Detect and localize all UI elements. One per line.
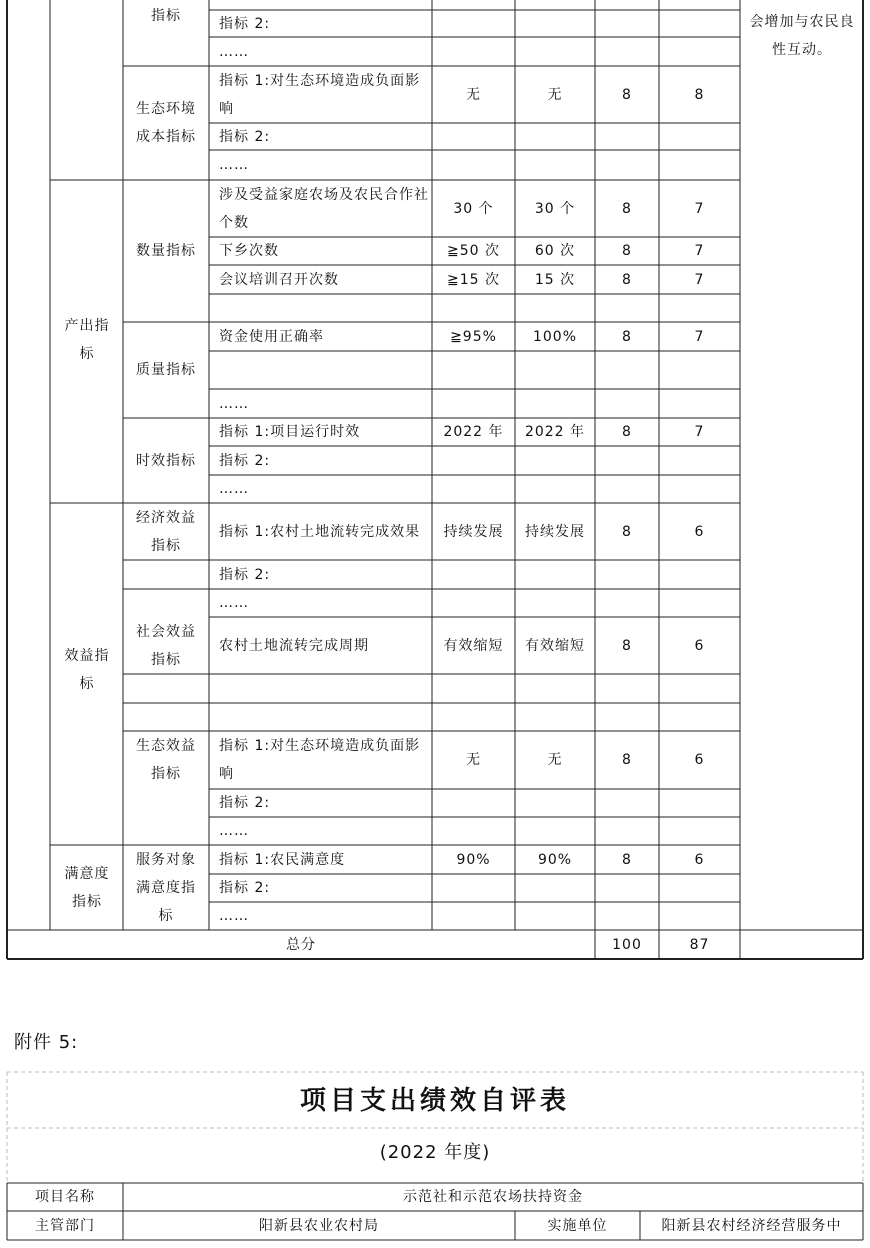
cell-service-label: 服务对象满意度指标: [136, 851, 196, 924]
cell-target: 无: [466, 752, 481, 768]
cell-satisfaction-label: 满意度指标: [64, 865, 110, 910]
cell-weight: 8: [622, 328, 632, 345]
cell-dots: ……: [219, 823, 249, 839]
cell-dots: ……: [219, 481, 249, 497]
cell-quantity-label: 数量指标: [136, 243, 196, 259]
cell-total-label: 总分: [286, 936, 316, 953]
cell-time-label: 时效指标: [136, 452, 196, 469]
cell-eco-env-indicator-1: 指标 1:对生态环境造成负面影响: [219, 72, 421, 117]
cell-weight: 8: [622, 851, 632, 868]
cell-score: 6: [694, 752, 705, 768]
cell-score: 7: [694, 424, 705, 440]
cell-actual: 100%: [532, 328, 578, 345]
cell-quantity-1: 涉及受益家庭农场及农民合作社个数: [219, 186, 429, 231]
cell-target: 无: [466, 86, 481, 103]
cell-score: 7: [694, 271, 705, 288]
cell-actual: 无: [547, 86, 563, 103]
cell-dots: ……: [219, 908, 249, 924]
cell-dots: ……: [219, 395, 249, 412]
cell-weight: 8: [622, 243, 632, 259]
cell-weight: 8: [622, 271, 632, 288]
cell-actual: 有效缩短: [525, 637, 585, 654]
cell-indicator-2: 指标 2:: [219, 566, 271, 583]
cell-score: 7: [694, 328, 705, 345]
cell-score: 6: [694, 637, 705, 654]
impl-label: 实施单位: [547, 1217, 608, 1234]
cell-dots: ……: [219, 157, 249, 173]
cell-actual: 2022 年: [524, 424, 586, 440]
cell-remark: 会增加与农民良性互动。: [749, 14, 855, 58]
cell-indicator-2: 指标 2:: [219, 128, 271, 145]
cell-satisfaction-1: 指标 1:农民满意度: [219, 851, 346, 868]
cell-weight: 8: [622, 752, 632, 768]
cell-social-1: 农村土地流转完成周期: [219, 637, 369, 654]
cell-actual: 持续发展: [525, 523, 585, 540]
cell-actual: 90%: [537, 851, 573, 868]
cell-target: ≧15 次: [447, 271, 500, 288]
page-title: 项目支出绩效自评表: [299, 1086, 570, 1116]
cell-score: 7: [694, 200, 705, 217]
project-name-label: 项目名称: [35, 1189, 95, 1205]
cell-econ-label: 经济效益指标: [136, 509, 196, 554]
cell-quality-1: 资金使用正确率: [219, 328, 324, 345]
cell-actual: 无: [547, 752, 563, 768]
cell-weight: 8: [622, 523, 632, 540]
cell-benefit-label: 效益指标: [64, 648, 110, 692]
cell-econ-1: 指标 1:农村土地流转完成效果: [219, 523, 421, 540]
cell-weight: 8: [622, 200, 632, 217]
cell-score: 7: [694, 243, 705, 259]
cell-actual: 30 个: [534, 200, 576, 217]
cell-target: 有效缩短: [443, 637, 504, 654]
cell-social-label: 社会效益指标: [136, 623, 196, 668]
cell-score: 6: [694, 523, 705, 540]
cell-actual: 15 次: [534, 271, 576, 288]
cell-score: 6: [694, 851, 705, 868]
cell-time-1: 指标 1:项目运行时效: [219, 424, 361, 440]
cell-eco-env-cost-label: 生态环境成本指标: [136, 101, 196, 145]
cell-quantity-2: 下乡次数: [219, 243, 279, 259]
dept-value: 阳新县农业农村局: [259, 1217, 379, 1234]
cell-score: 8: [694, 86, 705, 103]
cell-target: ≧95%: [450, 328, 497, 345]
cell-indicator-2: 指标 2:: [219, 452, 271, 469]
project-name-value: 示范社和示范农场扶持资金: [403, 1189, 583, 1205]
cell-dots: ……: [219, 595, 249, 611]
cell-target: 30 个: [453, 200, 494, 217]
cell-ecobenefit-1: 指标 1:对生态环境造成负面影响: [219, 738, 421, 782]
cell-total-score: 87: [689, 936, 710, 953]
cell-target: 2022 年: [443, 424, 504, 440]
cell-weight: 8: [622, 424, 632, 440]
cell-weight: 8: [622, 637, 632, 654]
cell-indicator-label-top: 指标: [151, 8, 181, 24]
cell-indicator-2: 指标 2:: [219, 795, 271, 811]
cell-total-full: 100: [612, 936, 642, 953]
cell-indicator-2: 指标 2:: [219, 15, 271, 32]
year-subtitle: (2022 年度): [379, 1142, 491, 1163]
dept-label: 主管部门: [35, 1217, 95, 1234]
cell-quantity-3: 会议培训召开次数: [219, 271, 339, 288]
cell-actual: 60 次: [534, 243, 576, 259]
cell-indicator-2: 指标 2:: [219, 880, 271, 896]
cell-weight: 8: [622, 86, 632, 103]
cell-quality-label: 质量指标: [136, 362, 196, 378]
attachment-label: 附件 5:: [14, 1032, 79, 1053]
cell-output-label: 产出指标: [64, 318, 110, 362]
cell-ecobenefit-label: 生态效益指标: [136, 738, 196, 782]
cell-dots: ……: [219, 43, 249, 60]
cell-target: ≧50 次: [447, 243, 500, 259]
impl-value: 阳新县农村经济经营服务中: [661, 1217, 842, 1234]
cell-target: 90%: [456, 851, 491, 868]
cell-target: 持续发展: [443, 523, 504, 540]
